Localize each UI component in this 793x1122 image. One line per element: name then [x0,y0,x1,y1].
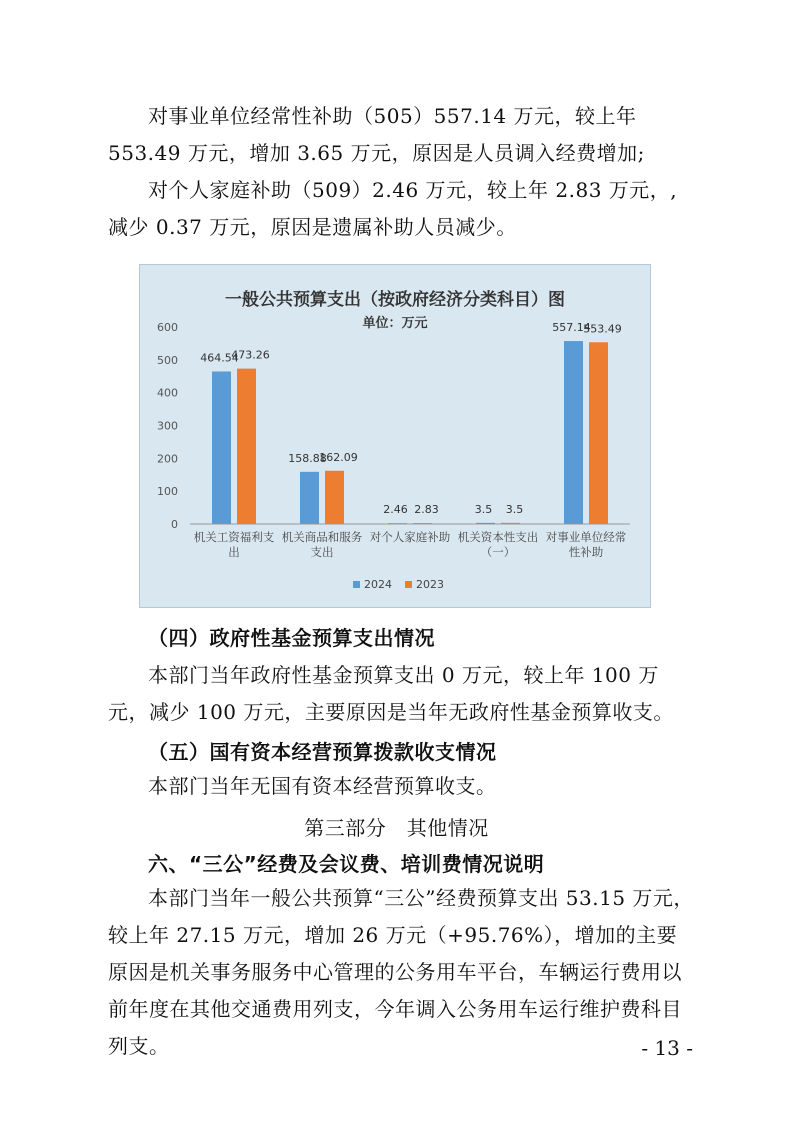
paragraph-household-subsidy: 对个人家庭补助（509）2.46 万元，较上年 2.83 万元，,减少 0.37 万元，原因是遗属补助人员减少。 [108,178,678,239]
data-label-2023: 2.83 [414,503,439,517]
paragraph-state-capital: 本部门当年无国有资本经营预算收支。 [148,774,497,798]
data-label-2023: 162.09 [319,450,358,464]
bar-2024 [388,523,407,524]
legend-label-2023: 2023 [416,578,444,591]
budget-expenditure-chart [139,264,651,608]
category-label: 机关工资福利支 [193,530,275,544]
category-label: 支出 [310,545,334,559]
section-heading-5: （五）国有资本经营预算拨款收支情况 [148,740,497,764]
paragraph-public-institution-subsidy: 对事业单位经常性补助（505）557.14 万元，较上年 553.49 万元，增加 3.65 万元，原因是人员调入经费增加; [108,104,645,165]
y-tick-label: 0 [171,518,178,531]
data-label-2024: 158.88 [288,451,327,465]
paragraph-government-fund: 本部门当年政府性基金预算支出 0 万元，较上年 100 万元，减少 100 万元，主要原因是当年无政府性基金预算收支。 [108,663,674,724]
bar-2024 [476,523,495,524]
data-label-2023: 473.26 [231,348,270,362]
data-label-2024: 557.14 [552,321,591,335]
chart-title: 一般公共预算支出（按政府经济分类科目）图 [225,290,565,310]
chart-svg [140,265,650,607]
bar-2023 [325,471,344,524]
bar-2024 [564,341,583,524]
y-tick-label: 300 [157,419,178,433]
data-label-2024: 2.46 [383,503,408,517]
bar-2023 [237,369,256,524]
section-heading-4: （四）政府性基金预算支出情况 [148,626,435,650]
chart-subtitle: 单位：万元 [362,316,428,331]
category-label: 对个人家庭补助 [369,530,451,544]
category-label: 机关商品和服务 [281,530,363,544]
y-tick-label: 200 [157,452,178,466]
category-label: 出 [228,545,240,559]
category-label: 对事业单位经常 [545,530,627,544]
bar-2023 [589,342,608,524]
y-tick-label: 500 [157,353,178,367]
legend-swatch-2023 [405,581,412,588]
category-label: 机关资本性支出 [457,530,539,544]
legend-label-2024: 2024 [364,578,392,591]
y-tick-label: 400 [157,386,178,400]
data-label-2024: 464.54 [200,351,239,365]
legend-swatch-2024 [353,581,360,588]
part-three-title: 第三部分 其他情况 [304,816,489,840]
y-tick-label: 600 [157,321,178,334]
data-label-2023: 3.5 [505,502,524,516]
bar-2024 [212,371,231,524]
bar-2023 [413,523,432,524]
y-tick-label: 100 [157,485,178,499]
data-label-2024: 3.5 [474,502,493,516]
page-number: - 13 - [641,1036,693,1060]
section-heading-6: 六、“三公”经费及会议费、培训费情况说明 [148,852,545,876]
category-label: 性补助 [568,545,604,559]
paragraph-three-public-expenses: 本部门当年一般公共预算“三公”经费预算支出 53.15 万元，较上年 27.15 万元，增加 26 万元（+95.76%），增加的主要原因是机关事务服务中心管理的公务用车平台，车辆运行费用以前年度在其他交通费用列支，今年调入公务用车运行维护费科目列支。 [108,886,694,1058]
data-label-2023: 553.49 [583,322,622,336]
bar-2024 [300,472,319,524]
bar-2023 [501,523,520,524]
category-label: （一） [480,545,516,559]
